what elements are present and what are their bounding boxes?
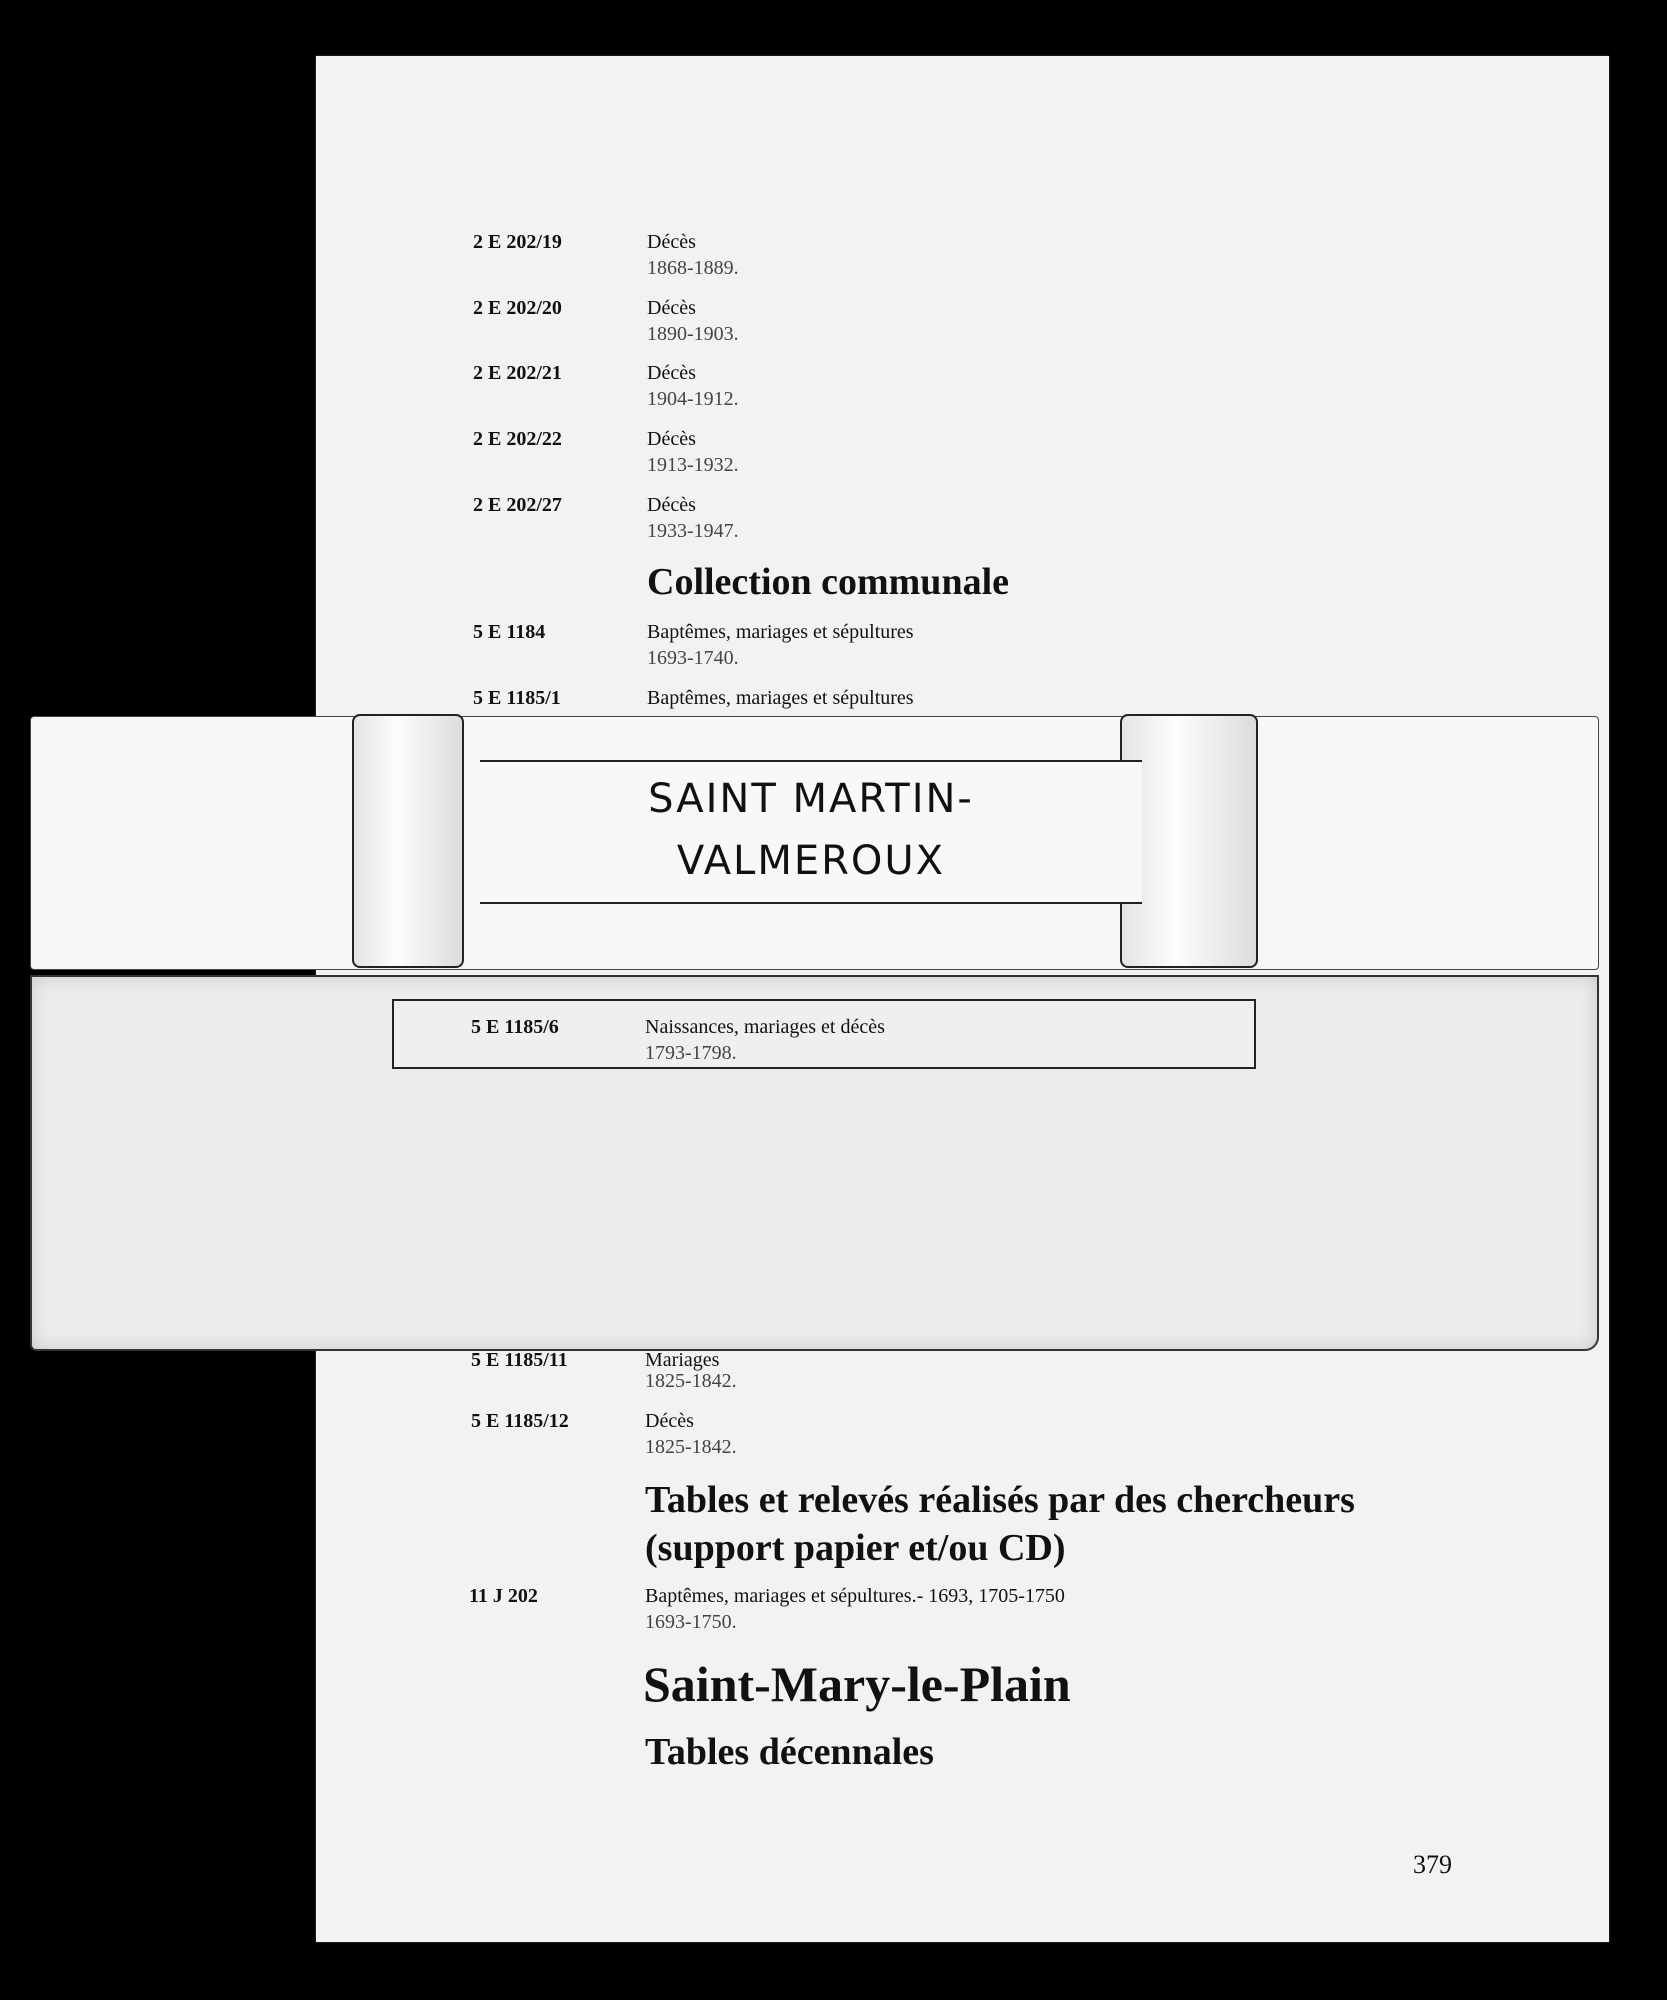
entry-years: 1904-1912.	[647, 388, 739, 410]
entry-code: 5 E 1185/12	[471, 1410, 569, 1432]
entry-type: Naissances, mariages et décès	[645, 1016, 885, 1038]
entry-type: Décès	[647, 362, 696, 384]
entry-code: 5 E 1185/1	[473, 687, 561, 709]
entry-type: Décès	[647, 494, 696, 516]
page-number: 379	[1413, 1850, 1452, 1879]
entry-code: 11 J 202	[469, 1585, 538, 1607]
entry-code: 5 E 1185/6	[471, 1016, 559, 1038]
entry-years: 1825-1842.	[645, 1436, 737, 1458]
entry-type: Décès	[647, 428, 696, 450]
entry-type: Décès	[645, 1410, 694, 1432]
entry-type: Décès	[647, 297, 696, 319]
entry-years: 1913-1932.	[647, 454, 739, 476]
entry-code: 2 E 202/20	[473, 297, 562, 319]
entry-years: 1868-1889.	[647, 257, 739, 279]
entry-code: 2 E 202/21	[473, 362, 562, 384]
entry-code: 5 E 1185/11	[471, 1349, 568, 1371]
section-heading-collection: Collection communale	[647, 561, 1010, 603]
entry-code: 2 E 202/22	[473, 428, 562, 450]
entry-years: 1793-1798.	[645, 1042, 737, 1064]
section-heading-tables-2: (support papier et/ou CD)	[645, 1527, 1066, 1569]
entry-years: 1693-1740.	[647, 647, 739, 669]
entry-years: 1933-1947.	[647, 520, 739, 542]
commune-title: Saint-Mary-le-Plain	[643, 1656, 1071, 1712]
section-heading-decennales: Tables décennales	[645, 1731, 934, 1773]
entry-years: 1825-1842.	[645, 1370, 737, 1392]
commune-label	[480, 760, 1142, 904]
label-line-1: SAINT MARTIN-	[648, 776, 974, 822]
entry-code: 5 E 1184	[473, 621, 546, 643]
entry-type: Baptêmes, mariages et sépultures	[647, 621, 914, 643]
entry-type: Décès	[647, 231, 696, 253]
entry-years: 1890-1903.	[647, 323, 739, 345]
label-line-2: VALMEROUX	[676, 838, 946, 884]
entry-type: Mariages	[645, 1349, 720, 1371]
entry-type: Baptêmes, mariages et sépultures.- 1693, 1705-1750	[645, 1585, 1065, 1607]
entry-years: 1693-1750.	[645, 1611, 737, 1633]
entry-type: Baptêmes, mariages et sépultures	[647, 687, 914, 709]
entry-code: 2 E 202/19	[473, 231, 562, 253]
section-heading-tables-1: Tables et relevés réalisés par des chercheurs	[645, 1479, 1355, 1521]
folder-clip-left	[352, 714, 464, 968]
entry-code: 2 E 202/27	[473, 494, 562, 516]
